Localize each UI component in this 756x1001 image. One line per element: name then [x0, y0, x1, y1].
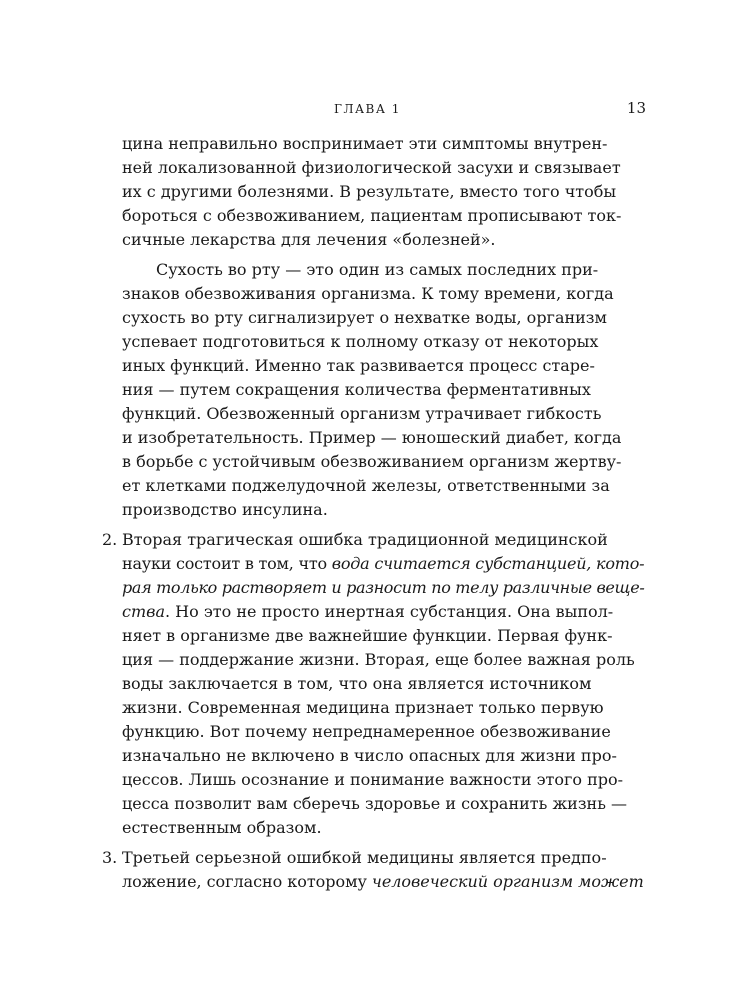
text-line: знаков обезвоживания организма. К тому времени, когда [122, 284, 614, 303]
page-number: 13 [626, 99, 646, 117]
text-line: бороться с обезвоживанием, пациентам прописывают ток- [122, 206, 622, 225]
text-line [122, 552, 644, 576]
text-line: Сухость во рту — это один из самых последних при- [156, 260, 599, 279]
text-line [122, 576, 644, 600]
list-number: 3. [102, 848, 118, 867]
italic-emphasis: ства [122, 602, 165, 621]
text-line: цесса позволит вам сберечь здоровье и сохранить жизнь — [122, 794, 628, 813]
italic-emphasis: человеческий организм может [371, 872, 644, 891]
text-line: ет клетками поджелудочной железы, ответственными за [122, 476, 610, 495]
text-line: няет в организме две важнейшие функции. Первая функ- [122, 626, 613, 645]
text-line: функцию. Вот почему непреднамеренное обезвоживание [122, 722, 611, 741]
italic-emphasis: вода считается субстанцией, кото- [331, 554, 645, 573]
text-segment: ложение, согласно которому [122, 872, 372, 891]
text-line: сичные лекарства для лечения «болезней». [122, 230, 496, 249]
text-line: успевает подготовиться к полному отказу от некоторых [122, 332, 599, 351]
text-segment: . Но это не просто инертная субстанция. Она выпол- [164, 602, 614, 621]
text-line: иных функций. Именно так развивается процесс старе- [122, 356, 595, 375]
text-line: изначально не включено в число опасных для жизни про- [122, 746, 617, 765]
text-segment: науки состоит в том, что [122, 554, 332, 573]
text-line [122, 600, 613, 624]
text-line: жизни. Современная медицина признает только первую [122, 698, 604, 717]
chapter-running-head: ГЛАВА 1 [334, 102, 401, 116]
text-line: Третьей серьезной ошибкой медицины является предпо- [122, 848, 607, 867]
running-header [112, 99, 646, 121]
text-line: сухость во рту сигнализирует о нехватке воды, организм [122, 308, 607, 327]
text-line: воды заключается в том, что она является источником [122, 674, 592, 693]
text-line: в борьбе с устойчивым обезвоживанием организм жертву- [122, 452, 622, 471]
text-line: ция — поддержание жизни. Вторая, еще более важная роль [122, 650, 635, 669]
text-line: функций. Обезвоженный организм утрачивает гибкость [122, 404, 602, 423]
text-line: и изобретательность. Пример — юношеский диабет, когда [122, 428, 622, 447]
text-line [122, 870, 644, 894]
text-line: цессов. Лишь осознание и понимание важности этого про- [122, 770, 624, 789]
text-line: их с другими болезнями. В результате, вместо того чтобы [122, 182, 617, 201]
text-line: ней локализованной физиологической засухи и связывает [122, 158, 621, 177]
text-line: цина неправильно воспринимает эти симптомы внутрен- [122, 134, 608, 153]
text-line: естественным образом. [122, 818, 322, 837]
text-line: Вторая трагическая ошибка традиционной медицинской [122, 530, 608, 549]
italic-emphasis: рая только растворяет и разносит по телу различные веще- [122, 578, 645, 597]
text-line: ния — путем сокращения количества ферментативных [122, 380, 591, 399]
list-number: 2. [102, 530, 118, 549]
text-line: производство инсулина. [122, 500, 328, 519]
